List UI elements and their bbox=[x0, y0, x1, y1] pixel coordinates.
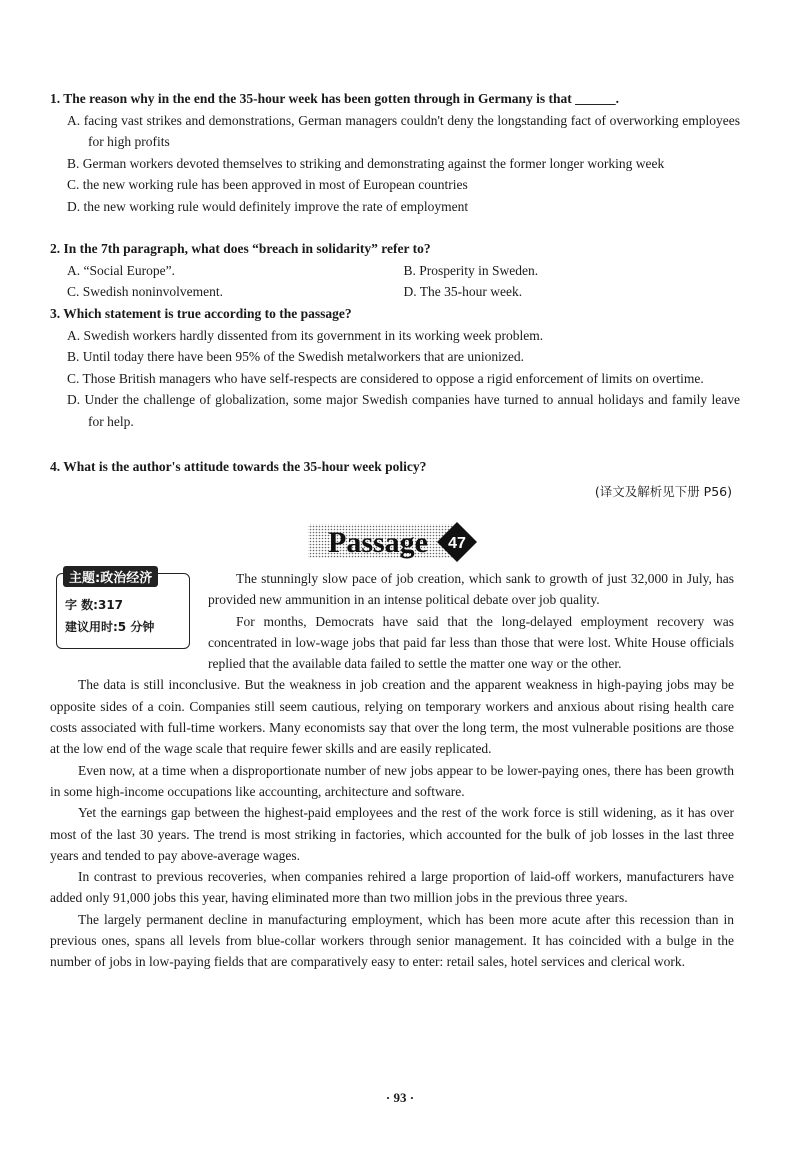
option-a: A. “Social Europe”. bbox=[67, 262, 175, 278]
option-a: A. facing vast strikes and demonstrations, German managers couldn't deny the longstanding fact of overworking employees for high profits bbox=[67, 112, 740, 149]
option-c: C. Those British managers who have self-respects are considered to oppose a rigid enforcement of limits on overtime. bbox=[67, 370, 704, 386]
option-row bbox=[50, 281, 740, 303]
option-d: D. Under the challenge of globalization, some major Swedish companies have turned to annual holidays and family leave for help. bbox=[67, 392, 740, 429]
paragraph-3: The data is still inconclusive. But the weakness in job creation and the apparent weakness in high-paying jobs may be opposite sides of a coin. Companies still seem cautious, relying on temporary workers and anxious about rising health care costs associated with full-time workers. Many economists say that over the long term, the most vulnerable positions are those at the low end of the wage scale that require fewer skills and are easily replicated. bbox=[50, 677, 734, 757]
passage-number: 47 bbox=[448, 535, 466, 552]
question-2 bbox=[50, 238, 740, 303]
paragraph-4: Even now, at a time when a disproportionate number of new jobs appear to be lower-paying ones, there has been growth in some high-income occupations like accounting, architecture and software. bbox=[50, 762, 734, 799]
page-number: · 93 · bbox=[385, 1090, 415, 1105]
question-stem: 2. In the 7th paragraph, what does “breach in solidarity” refer to? bbox=[50, 241, 431, 256]
reference-note: (译文及解析见下册 P56) bbox=[594, 484, 732, 499]
passage-label: Passage bbox=[328, 526, 428, 559]
question-1 bbox=[50, 88, 740, 217]
option-c: C. Swedish noninvolvement. bbox=[67, 284, 223, 299]
option-b: B. Prosperity in Sweden. bbox=[403, 262, 539, 278]
suggested-time: 建议用时:5 分钟 bbox=[65, 620, 155, 634]
option-c: C. the new working rule has been approved in most of European countries bbox=[67, 177, 468, 192]
paragraph-7: The largely permanent decline in manufacturing employment, which has been more acute after this recession than in previous ones, spans all levels from blue-collar workers through senior management. It has coincided with a bulge in the number of jobs in low-paying fields that are comparatively easy to enter: retail sales, hotel services and clerical work. bbox=[50, 911, 734, 970]
topic-tag: 主题:政治经济 bbox=[63, 566, 158, 587]
passage-banner-graphic bbox=[300, 516, 490, 568]
option-a: A. Swedish workers hardly dissented from its government in its working week problem. bbox=[67, 327, 544, 343]
option-row bbox=[50, 260, 740, 282]
paragraph-5: Yet the earnings gap between the highest-paid employees and the rest of the work force is still widening, as it has over most of the last 30 years. The trend is most striking in factories, which accounted for the bulk of job losses in the last three years and tended to pay above-average wages. bbox=[50, 805, 734, 863]
question-stem: 4. What is the author's attitude towards the 35-hour week policy? bbox=[50, 459, 427, 474]
question-stem: 3. Which statement is true according to the passage? bbox=[50, 306, 352, 321]
paragraph-1: The stunningly slow pace of job creation, which sank to growth of just 32,000 in July, has provided new ammunition in an intense political debate over job quality. bbox=[208, 571, 734, 608]
paragraph-2-text: For months, Democrats have said that the long-delayed employment recovery was concentrated in low-wage jobs that paid far less than those that were lost. White House officials replied that the available data failed to settle the matter one way or the other. bbox=[208, 613, 734, 672]
option-d: D. the new working rule would definitely improve the rate of employment bbox=[67, 198, 469, 214]
passage-body bbox=[50, 568, 734, 973]
option-b: B. Until today there have been 95% of the Swedish metalworkers that are unionized. bbox=[67, 349, 524, 364]
paragraph-2 bbox=[50, 611, 734, 675]
word-count: 字 数:317 bbox=[65, 598, 124, 612]
question-3 bbox=[50, 303, 740, 432]
passage-banner bbox=[300, 516, 490, 568]
question-stem: 1. The reason why in the end the 35-hour week has been gotten through in Germany is that ______. bbox=[50, 91, 620, 106]
paragraph-6: In contrast to previous recoveries, when companies rehired a large proportion of laid-off workers, manufacturers have added only 91,000 jobs this year, having eliminated more than two million jobs in the previous three years. bbox=[50, 869, 734, 906]
option-b: B. German workers devoted themselves to striking and demonstrating against the former longer working week bbox=[67, 155, 665, 171]
option-d: D. The 35-hour week. bbox=[403, 284, 523, 299]
question-4 bbox=[50, 456, 740, 478]
